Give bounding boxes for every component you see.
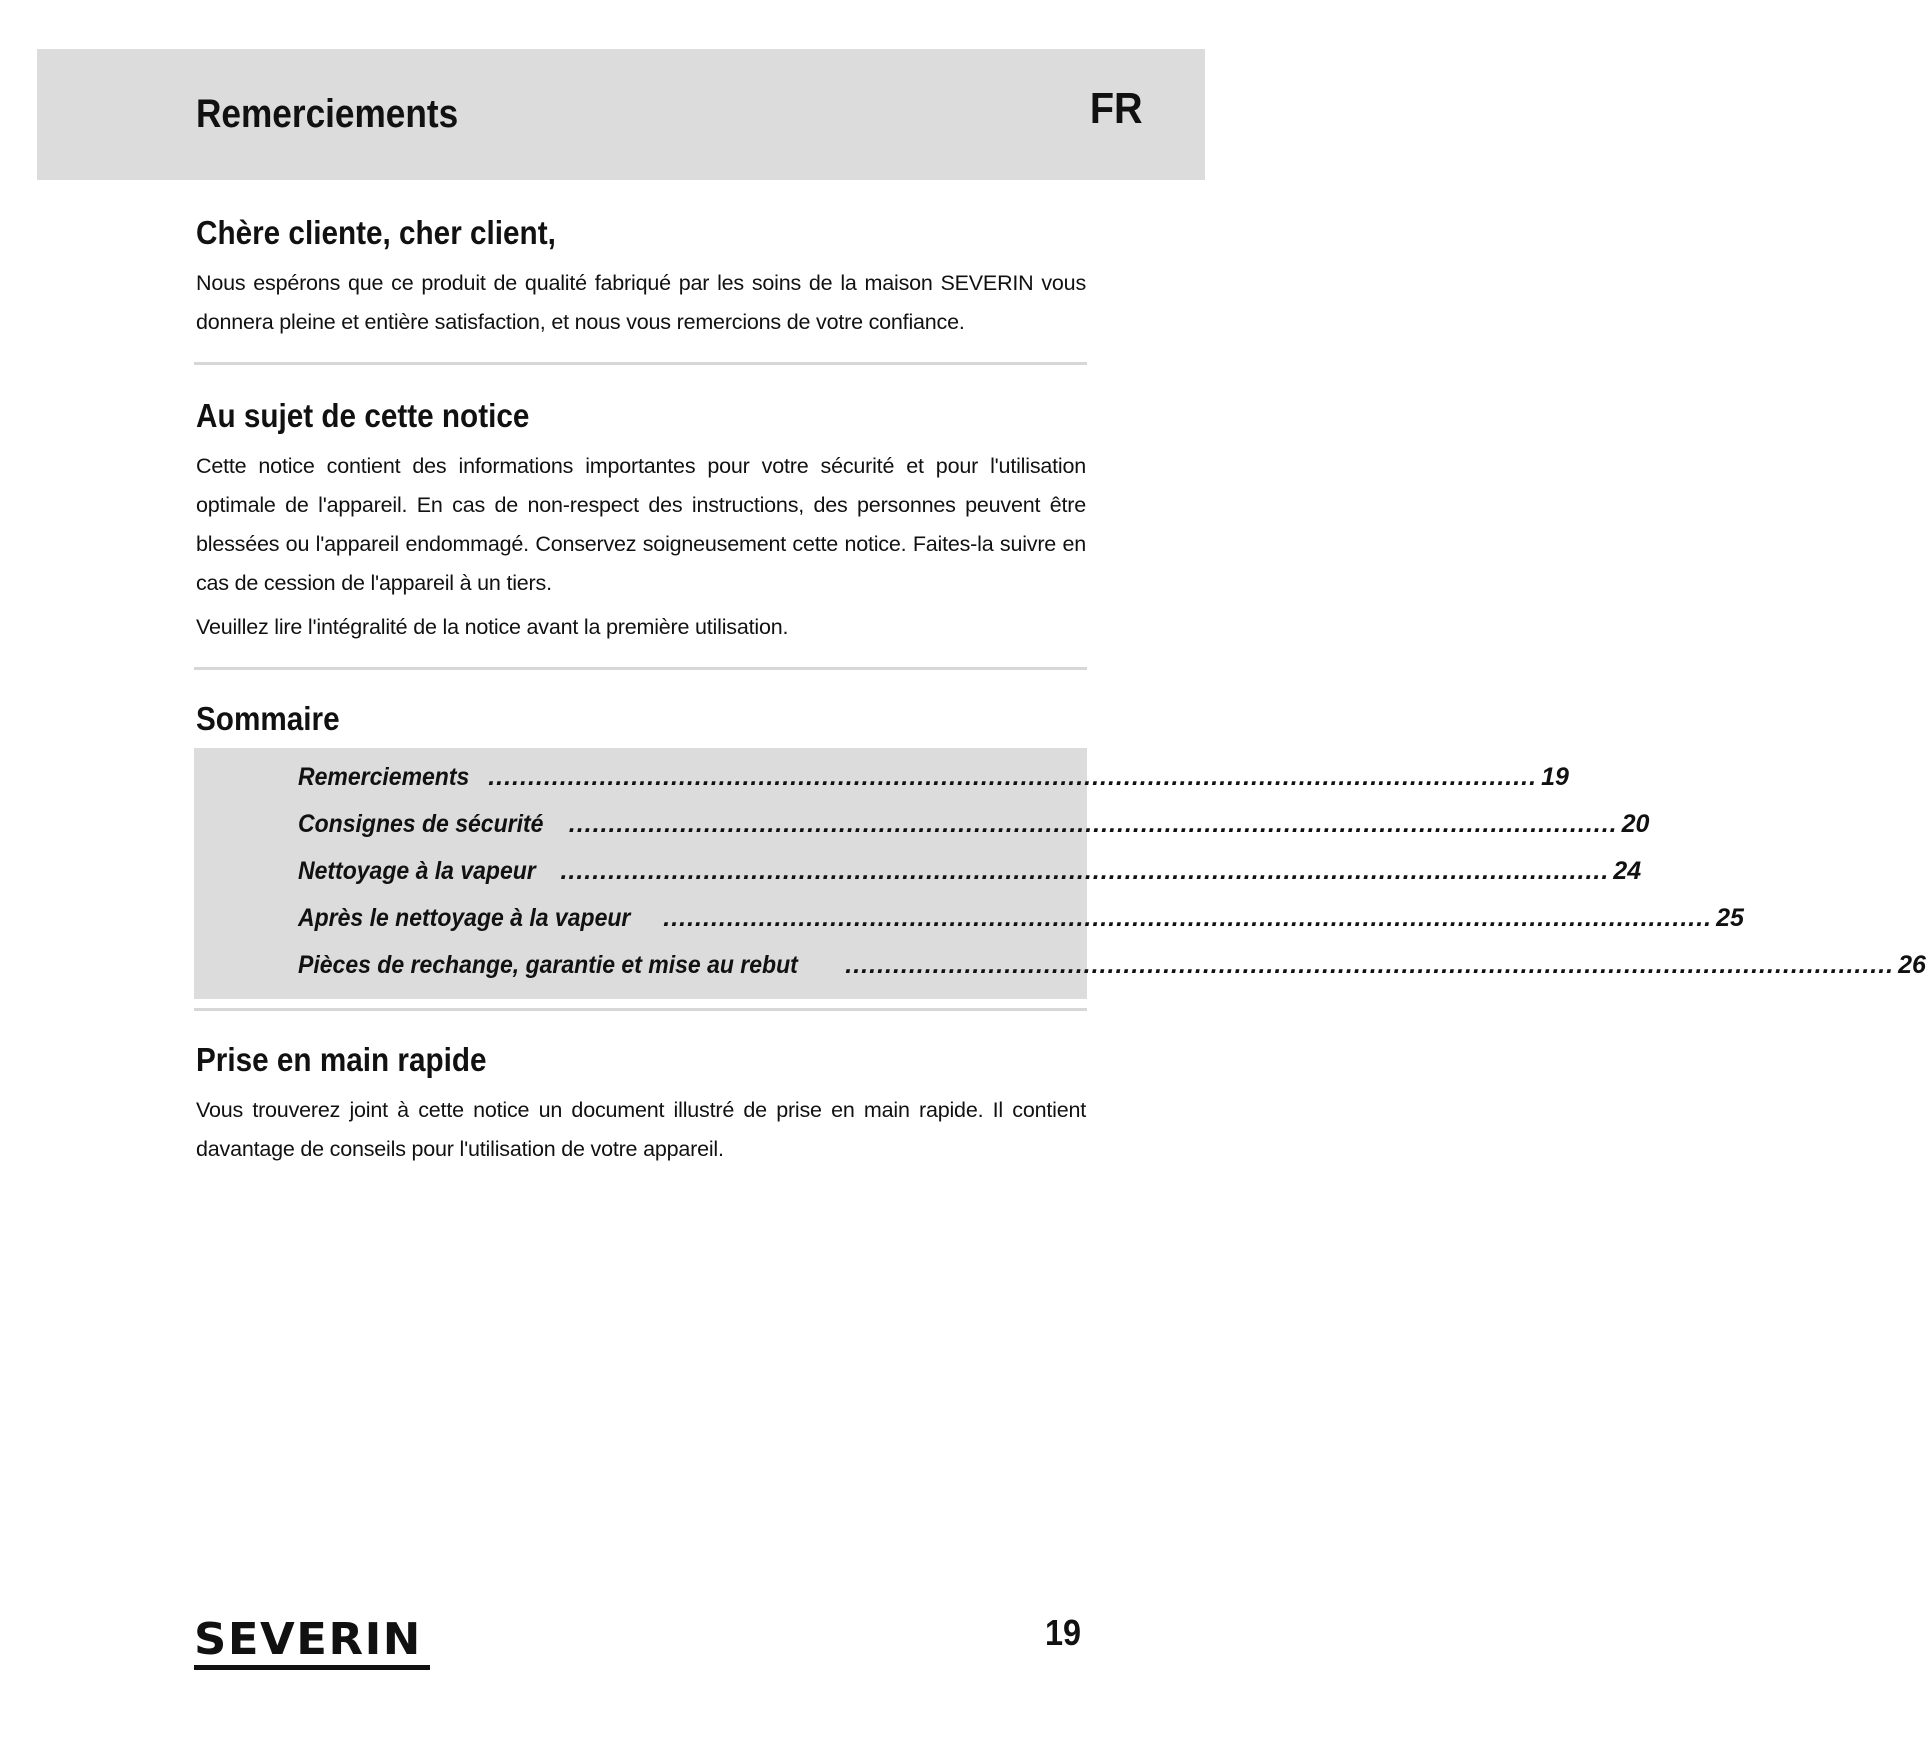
- main-content: [196, 180, 1926, 1169]
- toc-dot-leader: ....................................................................................................................................: [663, 904, 1713, 932]
- toc-entry-page: 25: [1716, 904, 1744, 932]
- about-paragraph-2: Veuillez lire l'intégralité de la notice avant la première utilisation.: [196, 615, 789, 639]
- brand-underline: [194, 1665, 430, 1670]
- toc-dot-leader: ....................................................................................................................................: [560, 857, 1610, 885]
- toc-entry-label: Nettoyage à la vapeur: [298, 857, 536, 885]
- brand-name: SEVERIN: [194, 1614, 422, 1665]
- greeting-paragraph: Nous espérons que ce produit de qualité fabriqué par les soins de la maison SEVERIN vous donnera pleine et entière satisfaction, et nous vous remercions de votre confiance.: [196, 271, 1086, 334]
- quickstart-paragraph: Vous trouverez joint à cette notice un document illustré de prise en main rapide. Il contient davantage de conseils pour l'utilisation de votre appareil.: [196, 1098, 1086, 1161]
- toc-dot-leader: ....................................................................................................................................: [488, 763, 1538, 791]
- toc-entry-label: Après le nettoyage à la vapeur: [298, 904, 631, 932]
- toc-entry-label: Consignes de sécurité: [298, 810, 544, 838]
- severin-logo: [194, 1614, 432, 1670]
- toc-entry-label: Pièces de rechange, garantie et mise au rebut: [298, 951, 798, 979]
- language-code: FR: [1090, 84, 1143, 133]
- toc-entry[interactable]: [298, 848, 1642, 895]
- summary-heading: Sommaire: [196, 700, 340, 737]
- toc-entry[interactable]: [298, 754, 1569, 801]
- toc-entry[interactable]: [298, 942, 1926, 989]
- toc-entry-page: 26: [1898, 951, 1926, 979]
- page-title: Remerciements: [196, 92, 459, 136]
- page-number: 19: [1045, 1612, 1082, 1653]
- toc-entry[interactable]: [298, 801, 1650, 848]
- quickstart-heading: Prise en main rapide: [196, 1041, 487, 1078]
- toc-dot-leader: ....................................................................................................................................: [568, 810, 1618, 838]
- about-heading: Au sujet de cette notice: [196, 397, 530, 434]
- toc-dot-leader: ....................................................................................................................................: [845, 951, 1895, 979]
- toc-entry[interactable]: [298, 895, 1744, 942]
- greeting-heading: Chère cliente, cher client,: [196, 214, 556, 251]
- toc-entry-page: 19: [1541, 763, 1569, 791]
- toc-entry-label: Remerciements: [298, 763, 470, 791]
- about-paragraph-1: Cette notice contient des informations importantes pour votre sécurité et pour l'utilisation optimale de l'appareil. En cas de non-respect des instructions, des personnes peuvent être blessées ou l'appareil endommagé. Conservez soigneusement cette notice. Faites-la suivre en cas de cession de l'appareil à un tiers.: [196, 454, 1086, 595]
- table-of-contents: [194, 748, 1926, 999]
- toc-entry-page: 20: [1621, 810, 1650, 838]
- toc-entry-page: 24: [1613, 857, 1642, 885]
